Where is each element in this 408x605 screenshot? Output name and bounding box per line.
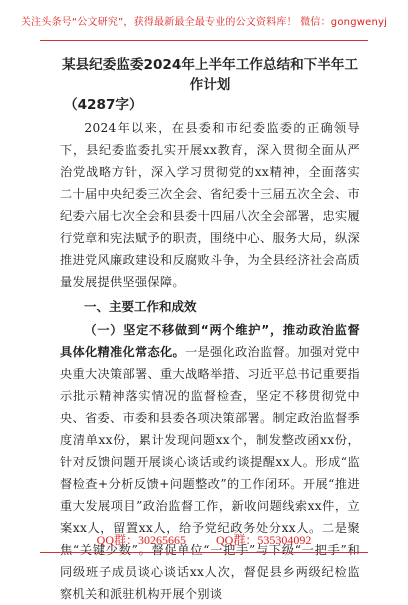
- top-banner: [0, 0, 408, 40]
- footer-qq-group-1: QQ群：30265665: [96, 533, 186, 547]
- footer: [0, 531, 408, 551]
- subsection-heading: （一）坚定不移做到“两个维护”，推动政治监督具体化精准化常态化。: [60, 323, 360, 359]
- subsection-paragraph: [60, 319, 360, 605]
- section-heading: 一、主要工作和成效: [84, 299, 197, 314]
- footer-qq-group-2: QQ群：535304092: [216, 533, 312, 547]
- document-body: [60, 55, 360, 605]
- document-title: 某县纪委监委2024年上半年工作总结和下半年工作计划: [61, 57, 359, 93]
- subsection-body: 一是强化政治监督。加强对党中央重大决策部署、重大战略举措、习近平总书记重要指示批示精神落实情况的监督检查，坚定不移贯彻党中央、省委、市委和县委各项决策部署。制定政治监督季度清单xx份，累计发现问题xx个，制发整改函xx份，针对反馈问题开展谈心谈话或约谈提醒xx人。形成“监督检查+分析反馈+问题整改”的工作闭环。开展“推进重大发展项目”政治监督工作，新收问题线索xx件，立案xx人，留置xx人，给予党纪政务处分xx人。二是聚焦“关键少数”。督促单位“一把手”与下级“一把手”和同级班子成员谈心谈话xx人次，督促县乡两级纪检监察机关和派驻机构开展个别谈: [60, 345, 361, 601]
- banner-text: 关注头条号“公文研究”，获得最新最全最专业的公文资料库！ 微信：gongwenyj: [20, 16, 388, 28]
- top-divider: [40, 40, 368, 41]
- intro-paragraph: 2024年以来，在县委和市纪委监委的正确领导下，县纪委监委扎实开展xx教育，深入贯彻全面从严治党战略方针，深入学习贯彻党的xx精神，全面落实二十届中央纪委三次全会、省纪委十三届五次全会、市纪委六届七次全会和县委十四届八次全会部署，忠实履行党章和宪法赋予的职责，围绕中心、服务大局，纵深推进党风廉政建设和反腐败斗争，为全县经济社会高质量发展提供坚强保障。: [60, 121, 360, 289]
- document-word-count: （4287字）: [64, 97, 143, 113]
- bottom-divider: [40, 552, 368, 553]
